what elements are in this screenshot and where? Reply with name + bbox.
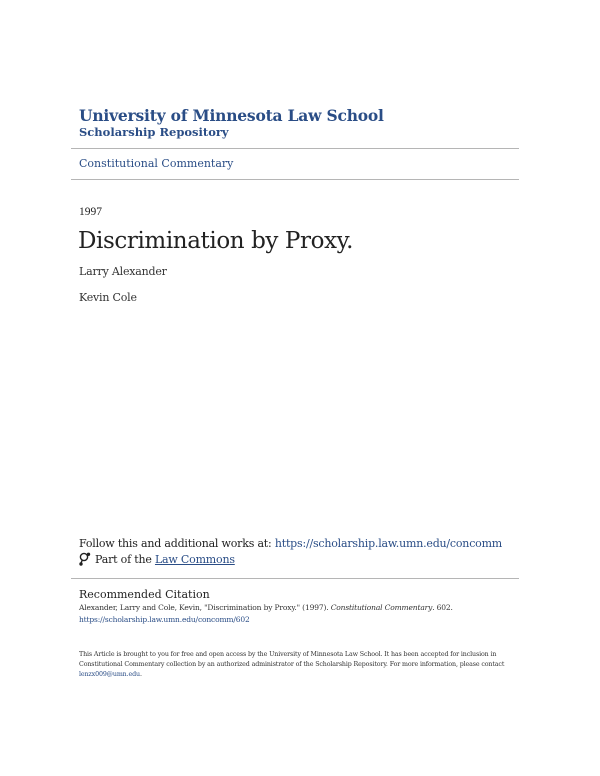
citation-url-link[interactable]: https://scholarship.law.umn.edu/concomm/602 xyxy=(79,615,250,624)
citation-text xyxy=(79,603,453,612)
collection-divider xyxy=(71,179,519,180)
follow-prefix: Follow this and additional works at: xyxy=(79,537,275,550)
follow-line xyxy=(79,537,502,550)
collection-link[interactable]: Constitutional Commentary xyxy=(79,157,234,170)
author-1: Larry Alexander xyxy=(79,265,167,278)
citation-text-after: . 602. xyxy=(432,603,453,612)
citation-divider xyxy=(71,578,519,579)
part-of-prefix: Part of the xyxy=(95,552,152,566)
law-commons-link[interactable]: Law Commons xyxy=(154,552,235,566)
institution-name[interactable]: University of Minnesota Law School xyxy=(79,106,384,125)
top-divider xyxy=(71,148,519,149)
article-title: Discrimination by Proxy. xyxy=(78,228,354,254)
repository-name[interactable]: Scholarship Repository xyxy=(79,125,229,139)
citation-journal: Constitutional Commentary xyxy=(330,603,433,612)
citation-text-before: Alexander, Larry and Cole, Kevin, "Discrimination by Proxy." (1997). xyxy=(79,603,331,612)
network-icon xyxy=(79,552,91,566)
access-notice xyxy=(79,650,529,680)
contact-email-link[interactable]: lenzx009@umn.edu xyxy=(79,671,140,678)
notice-text: This Article is brought to you for free and open access by the University of Minnesota Law School. It has been accepted for inclusion in Constitutional Commentary collection by an authorized administrator of the Scholarship Repository. For more information, please contact xyxy=(79,651,505,668)
citation-heading: Recommended Citation xyxy=(79,588,210,601)
follow-url-link[interactable]: https://scholarship.law.umn.edu/concomm xyxy=(274,537,503,550)
part-of-line xyxy=(79,552,235,566)
notice-end: . xyxy=(139,671,142,678)
author-2: Kevin Cole xyxy=(79,291,137,304)
publication-year: 1997 xyxy=(79,206,102,218)
